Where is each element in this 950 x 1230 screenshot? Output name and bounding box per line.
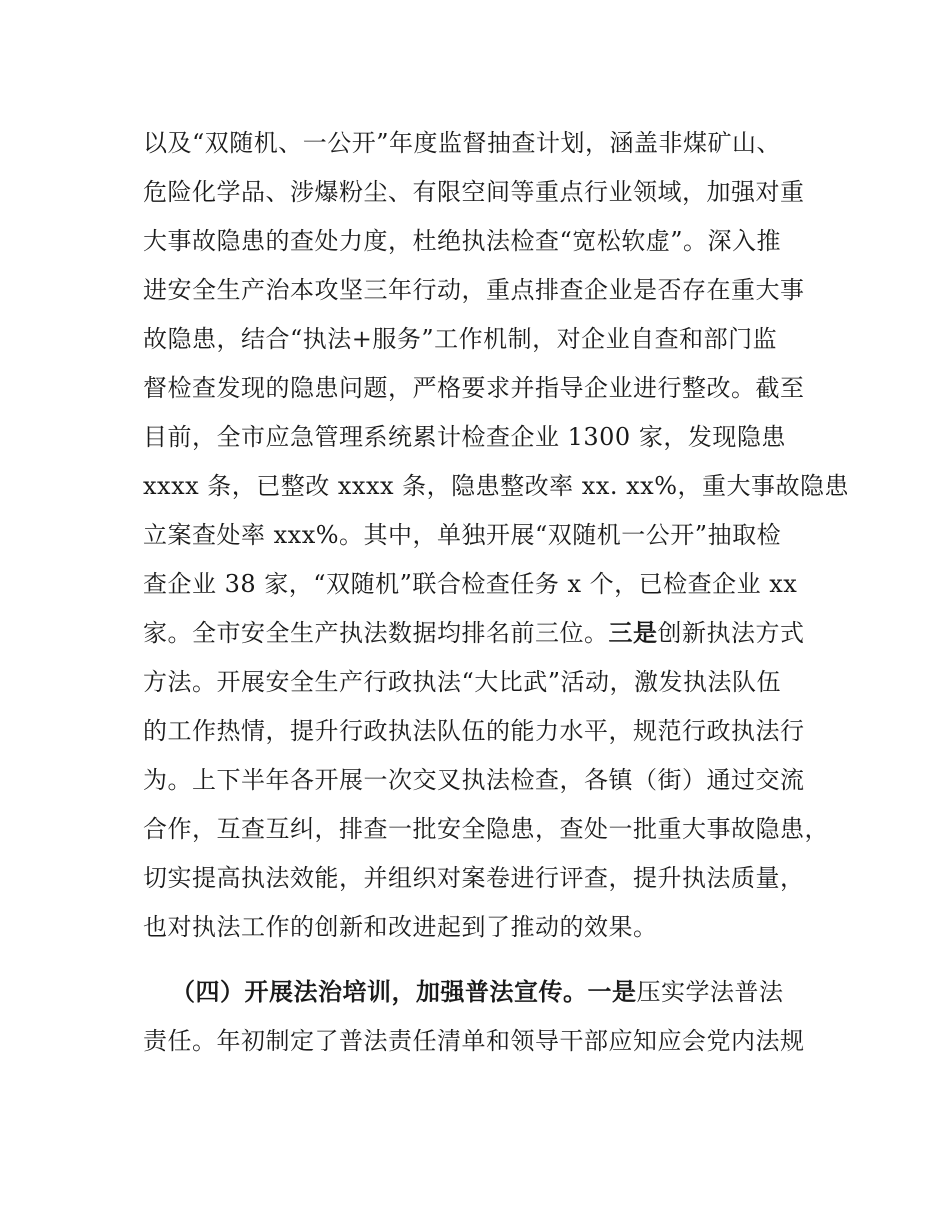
paragraph-line: 切实提高执法效能，并组织对案卷进行评查，提升执法质量，: [143, 864, 805, 892]
paragraph-line: 故隐患，结合“执法+服务”工作机制，对企业自查和部门监: [143, 325, 778, 353]
section-heading: （四）开展法治培训，加强普法宣传。: [171, 977, 588, 1006]
paragraph-line: 督检查发现的隐患问题，严格要求并指导企业进行整改。截至: [143, 374, 805, 402]
paragraph-line: 查企业 38 家，“双随机”联合检查任务 x 个，已检查企业 xx: [143, 570, 798, 598]
paragraph-line: 立案查处率 xxx%。其中，单独开展“双随机一公开”抽取检: [143, 521, 782, 549]
paragraph-line: [143, 618, 805, 648]
ordinal-marker: 一是: [587, 977, 637, 1006]
paragraph-line: 进安全生产治本攻坚三年行动，重点排查企业是否存在重大事: [143, 276, 805, 304]
paragraph-line: 方法。开展安全生产行政执法“大比武”活动，激发执法队伍: [143, 668, 782, 696]
paragraph-line: 目前，全市应急管理系统累计检查企业 1300 家，发现隐患: [143, 423, 786, 451]
paragraph-line: 为。上下半年各开展一次交叉执法检查，各镇（街）通过交流: [143, 766, 805, 794]
paragraph-line: 也对执法工作的创新和改进起到了推动的效果。: [143, 913, 658, 941]
paragraph-line: xxxx 条，已整改 xxxx 条，隐患整改率 xx. xx%，重大事故隐患: [143, 472, 849, 500]
paragraph-line: 责任。年初制定了普法责任清单和领导干部应知应会党内法规: [143, 1027, 805, 1055]
paragraph-line: 合作，互查互纠，排查一批安全隐患，查处一批重大事故隐患，: [143, 815, 829, 843]
paragraph-line: 大事故隐患的查处力度，杜绝执法检查“宽松软虚”。深入推: [143, 227, 782, 255]
paragraph-line: 以及“双随机、一公开”年度监督抽查计划，涵盖非煤矿山、: [143, 129, 782, 157]
line-text: 家。全市安全生产执法数据均排名前三位。: [143, 619, 609, 647]
section-heading-line: [171, 977, 784, 1007]
ordinal-marker: 三是: [608, 618, 658, 647]
paragraph-line: 危险化学品、涉爆粉尘、有限空间等重点行业领域，加强对重: [143, 178, 805, 206]
paragraph-line: 的工作热情，提升行政执法队伍的能力水平，规范行政执法行: [143, 717, 805, 745]
line-text: 压实学法普法: [636, 978, 784, 1006]
line-text: 创新执法方式: [657, 619, 805, 647]
